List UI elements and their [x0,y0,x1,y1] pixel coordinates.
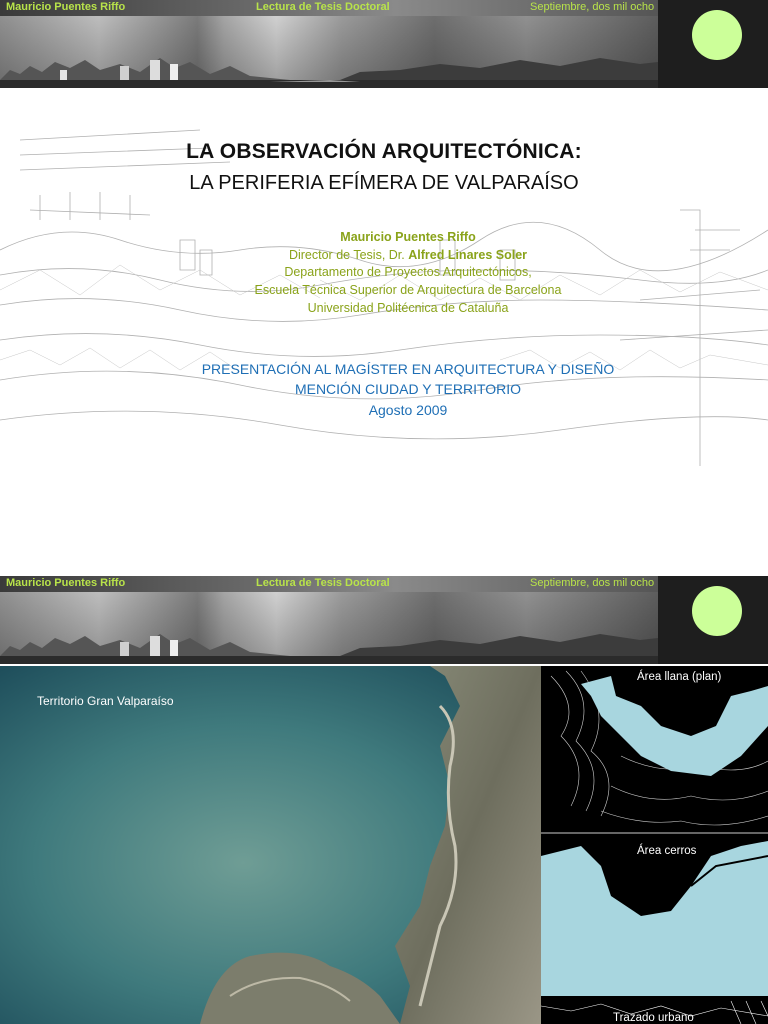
banner-author: Mauricio Puentes Riffo [6,577,126,589]
green-circle-icon [692,586,742,636]
city-skyline [0,52,658,88]
satellite-label: Territorio Gran Valparaíso [37,694,174,708]
director-name: Alfred Linares Soler [408,248,528,262]
presentation-date: Agosto 2009 [368,402,448,418]
author-name: Mauricio Puentes Riffo [340,230,476,244]
slide1-header-banner [0,0,768,88]
map-label-cerros: Área cerros [637,845,697,857]
banner-event: Lectura de Tesis Doctoral [256,1,390,13]
city-skyline [0,628,658,664]
green-circle-icon [692,10,742,60]
title-line-2: LA PERIFERIA EFÍMERA DE VALPARAÍSO [189,172,579,194]
presentation-line-2: MENCIÓN CIUDAD Y TERRITORIO [294,381,522,397]
school-line: Escuela Técnica Superior de Arquitectura de Barcelona [254,283,562,297]
map-panels [541,666,768,1024]
map-label-plan: Área llana (plan) [637,671,722,683]
banner-author: Mauricio Puentes Riffo [6,1,126,13]
department-line: Departamento de Proyectos Arquitectónicos, [284,265,532,279]
banner-date: Septiembre, dos mil ocho [530,577,655,589]
director-prefix: Director de Tesis, Dr. [288,248,405,262]
banner-event: Lectura de Tesis Doctoral [256,577,390,589]
map-label-trazado: Trazado urbano [613,1012,694,1024]
satellite-image [0,666,541,1024]
presentation-line-1: PRESENTACIÓN AL MAGÍSTER EN ARQUITECTURA Y DISEÑO [201,361,615,377]
director-line [0,248,768,262]
banner-date: Septiembre, dos mil ocho [530,1,655,13]
university-line: Universidad Politécnica de Cataluña [307,301,509,315]
title-line-1: LA OBSERVACIÓN ARQUITECTÓNICA: [186,140,582,163]
slide2-header-banner [0,576,768,664]
